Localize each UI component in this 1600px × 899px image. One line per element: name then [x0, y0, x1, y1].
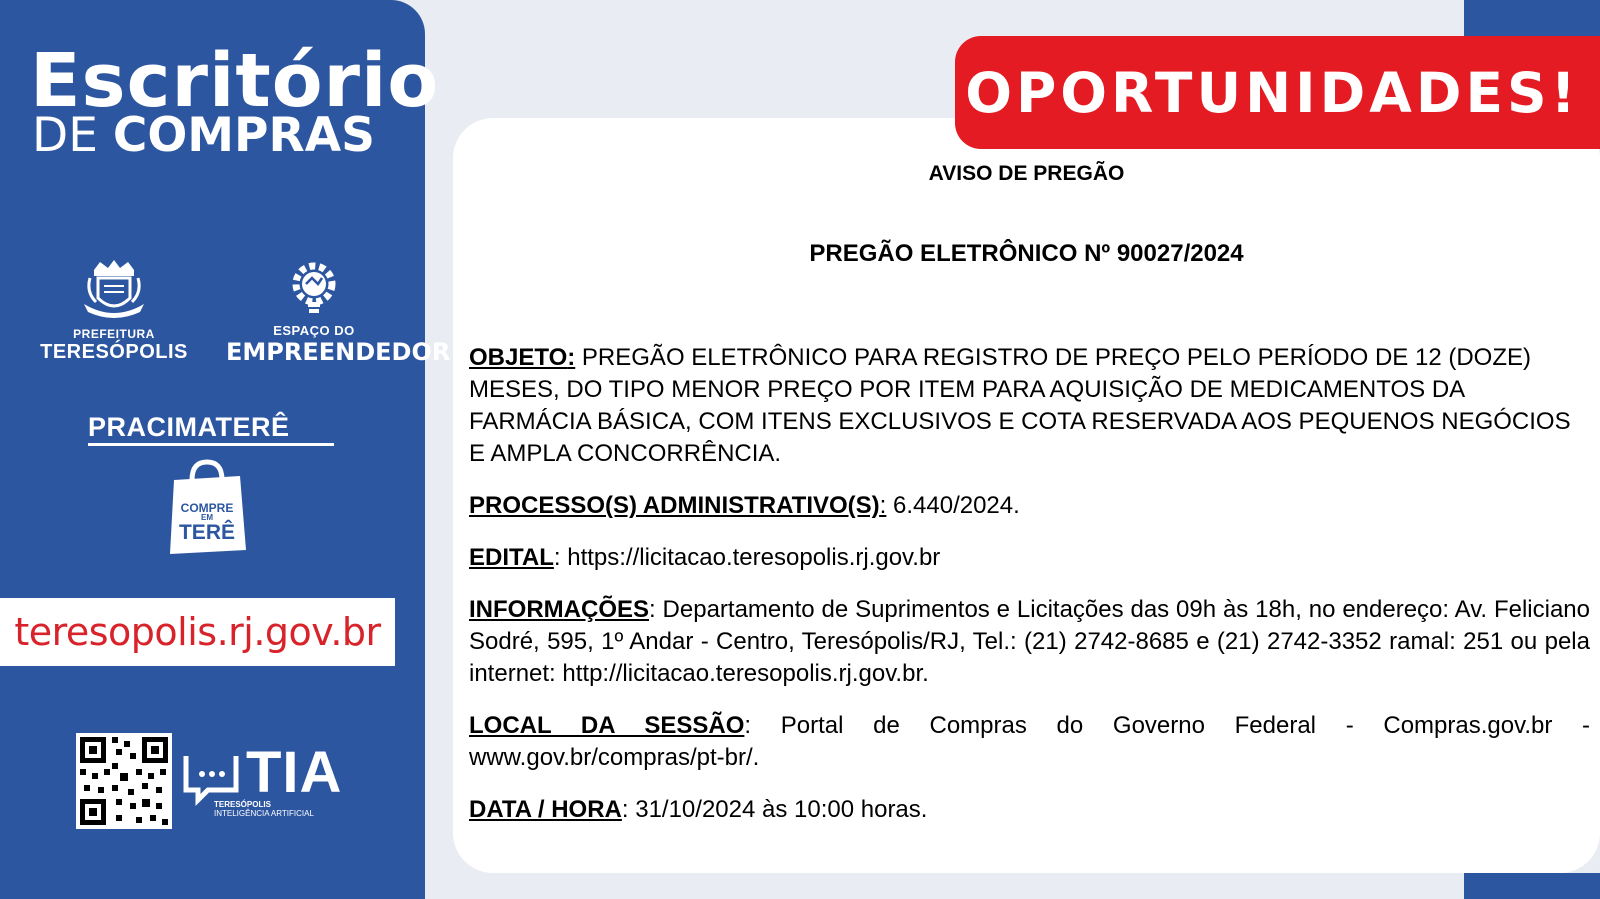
pracimatere-text: PRACIMATERÊ — [88, 412, 290, 442]
tia-sub-ai: INTELIGÊNCIA ARTIFICIAL — [214, 809, 314, 819]
local-sessao-label-suffix: : — [744, 712, 752, 739]
informacoes-label: INFORMAÇÕES — [469, 596, 649, 623]
pracimatere-underline — [88, 443, 334, 446]
local-sessao-label: LOCAL DA SESSÃO — [469, 712, 745, 739]
tia-title: TIA — [246, 740, 343, 805]
processo-label: PROCESSO(S) ADMINISTRATIVO(S) — [469, 492, 880, 519]
informacoes-value: Departamento de Suprimentos e Licitações das 09h às 18h, no endereço: Av. Feliciano Sodré, 595, 1º Andar - Centro, Teresópolis/RJ, Tel.: (21) 2742-8685 e (21) 2742-3352 ramal: 251 ou pela internet: http://licitacao.teresopolis.rj.gov.br. — [469, 596, 1590, 687]
objeto-label-suffix: : — [567, 344, 576, 371]
processo-label-suffix: : — [879, 492, 887, 519]
data-hora-label: DATA / HORA — [469, 796, 622, 823]
brand-subtitle-light: DE — [32, 108, 98, 163]
data-hora-paragraph — [469, 794, 1590, 826]
website-link[interactable]: teresopolis.rj.gov.br — [0, 598, 395, 666]
local-sessao-paragraph — [469, 710, 1590, 774]
informacoes-paragraph — [469, 594, 1590, 690]
corner-decoration-bottom — [1464, 873, 1600, 899]
gear-bulb-icon — [284, 258, 344, 316]
data-hora-label-suffix: : — [621, 796, 629, 823]
tia-chat-icon — [180, 752, 242, 804]
prefeitura-label: PREFEITURA — [73, 327, 155, 341]
notice-title: AVISO DE PREGÃO — [928, 162, 1125, 185]
compre-label: COMPRE — [180, 501, 234, 515]
edital-link[interactable]: https://licitacao.teresopolis.rj.gov.br — [560, 544, 941, 571]
processo-paragraph — [469, 490, 1590, 522]
objeto-paragraph — [469, 342, 1590, 470]
objeto-label: OBJETO — [469, 344, 568, 371]
edital-paragraph — [469, 542, 1590, 574]
local-sessao-value: Portal de Compras do Governo Federal - Compras.gov.br - www.gov.br/compras/pt-br/. — [469, 712, 1590, 771]
informacoes-label-suffix: : — [649, 596, 656, 623]
banner-text: OPORTUNIDADES! — [965, 60, 1580, 125]
sidebar-panel — [0, 0, 451, 899]
notice-subtitle: PREGÃO ELETRÔNICO Nº 90027/2024 — [809, 240, 1244, 267]
espaco-label: ESPAÇO DO — [273, 323, 355, 338]
edital-label: EDITAL — [469, 544, 554, 571]
tia-subtitle — [214, 800, 314, 818]
prefeitura-logo — [34, 258, 194, 364]
teresopolis-label: TERESÓPOLIS — [40, 341, 188, 363]
tere-label: TERÊ — [178, 521, 235, 544]
notice-content — [469, 342, 1590, 846]
opportunities-banner — [955, 36, 1600, 149]
objeto-value: PREGÃO ELETRÔNICO PARA REGISTRO DE PREÇO PELO PERÍODO DE 12 (DOZE) MESES, DO TIPO MENOR PREÇO POR ITEM PARA AQUISIÇÃO DE MEDICAMENTOS DA FARMÁCIA BÁSICA, COM ITENS EXCLUSIVOS E COTA RESERVADA AOS PEQUENOS NEGÓCIOS E AMPLA CONCORRÊNCIA. — [469, 344, 1571, 467]
qr-code-icon[interactable] — [76, 733, 172, 829]
espaco-empreendedor-logo — [226, 258, 451, 366]
corner-decoration-top — [1464, 0, 1600, 40]
tia-sub-city: TERESÓPOLIS — [214, 800, 271, 809]
edital-label-suffix: : — [553, 544, 561, 571]
empreendedor-label: EMPREENDEDOR — [226, 338, 451, 366]
em-label: EM — [201, 513, 213, 522]
brand-title: Escritório — [30, 38, 440, 124]
pracimatere-logo — [88, 412, 334, 443]
data-hora-value: 31/10/2024 às 10:00 horas. — [628, 796, 928, 823]
processo-value: 6.440/2024. — [886, 492, 1020, 519]
compre-em-tere-logo — [166, 502, 248, 543]
brand-subtitle-bold: COMPRAS — [112, 108, 375, 163]
brand-subtitle — [32, 108, 375, 163]
coat-of-arms-icon — [78, 258, 150, 320]
